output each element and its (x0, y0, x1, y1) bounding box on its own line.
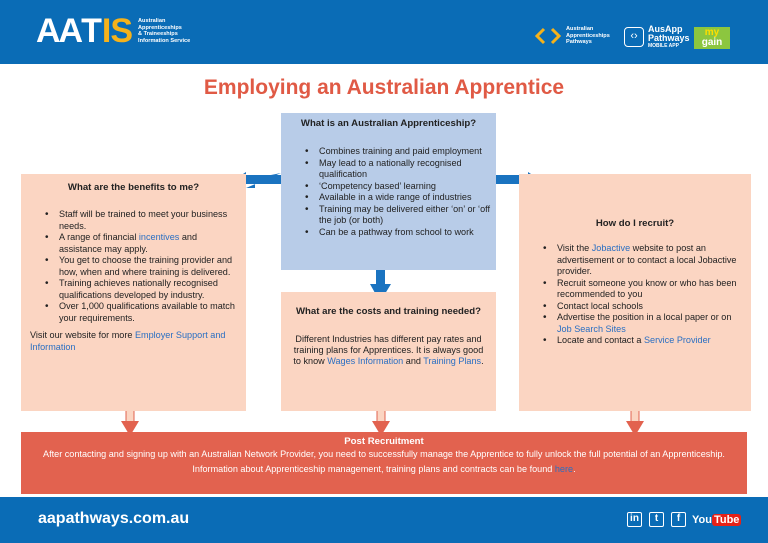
ausapp-line: Pathways (648, 33, 690, 43)
list-item: • Available in a wide range of industries (301, 192, 496, 204)
list-item: • Contact local schools (539, 301, 745, 313)
post-recruitment-box (21, 432, 747, 494)
mygain-top: my (704, 27, 720, 38)
benefits-box (21, 174, 246, 411)
youtube-tube: Tube (713, 514, 740, 526)
costs-text-pre: Different Industries has different pay rates and training plans for Apprentices. It is always good to know (293, 333, 484, 366)
logo-t: T (81, 12, 102, 50)
facebook-icon[interactable]: f (671, 512, 686, 527)
aap-line: Apprenticeships (566, 32, 610, 39)
apprenticeship-box (281, 113, 496, 270)
post-info-text: Information about Apprenticeship management, training plans and contracts can be found (192, 463, 555, 474)
page-title: Employing an Australian Apprentice (203, 76, 565, 99)
logo-sub-line: Apprenticeships (138, 24, 182, 31)
apprenticeship-list (281, 146, 496, 238)
ausapp-small: MOBILE APP (648, 43, 679, 49)
training-plans-link[interactable]: Training Plans (423, 355, 482, 366)
list-item: • Training may be delivered either ‘on’ or ‘off the job (or both) (301, 204, 496, 227)
incentives-link[interactable]: incentives (138, 232, 180, 242)
benefits-heading: What are the benefits to me? (67, 182, 200, 193)
wages-information-link[interactable]: Wages Information (327, 355, 404, 366)
ausapp-chevron-icon: ‹› (624, 27, 644, 47)
linkedin-icon[interactable]: in (627, 512, 642, 527)
list-item: • ‘Competency based’ learning (301, 181, 496, 193)
ausapp-line: AusApp (648, 24, 683, 34)
list-item (539, 335, 745, 347)
service-provider-link[interactable]: Service Provider (643, 335, 711, 345)
list-item: • Recruit someone you know or who has been recommended to you (539, 278, 745, 301)
list-item: • Over 1,000 qualifications available to match your requirements. (41, 301, 240, 324)
logo-sub-line: Australian (138, 18, 166, 24)
post-info-end: . (573, 463, 576, 474)
benefit-text: A range of financial (59, 232, 139, 242)
post-recruitment-heading: Post Recruitment (344, 436, 424, 447)
youtube-icon[interactable] (692, 512, 741, 528)
list-item: • Training achieves nationally recognised qualifications developed by industry. (41, 278, 240, 301)
costs-text-post: . (481, 355, 484, 366)
jobactive-link[interactable]: Jobactive (591, 243, 631, 253)
logo-sub-line: & Traineeships (138, 31, 178, 37)
list-item (539, 243, 745, 278)
job-search-sites-link[interactable]: Job Search Sites (557, 323, 626, 334)
recruit-box (519, 174, 751, 411)
list-item (539, 312, 745, 335)
website-link[interactable]: aapathways.com.au (38, 510, 190, 527)
mygain-bottom: gain (701, 37, 723, 48)
logo-aa: AA (36, 12, 82, 50)
benefits-list (21, 209, 246, 324)
aap-line: Australian (566, 26, 594, 32)
footer-bar (0, 497, 768, 543)
costs-heading: What are the costs and training needed? (296, 306, 481, 317)
recruit-text: Locate and contact a (557, 335, 644, 345)
list-item (41, 232, 240, 255)
recruit-text: Advertise the position in a local paper or on (557, 312, 732, 322)
apprenticeship-heading: What is an Australian Apprenticeship? (300, 118, 477, 129)
costs-text (281, 334, 496, 367)
list-item: • Staff will be trained to meet your business needs. (41, 209, 240, 232)
recruit-text: Visit the (557, 243, 592, 253)
list-item: • May lead to a nationally recognised qualification (301, 158, 496, 181)
visit-text (30, 329, 236, 353)
benefit-text: and assistance may apply. (59, 232, 198, 254)
arrow-left-shaft (246, 175, 281, 184)
employer-support-link[interactable]: Employer Support and Information (30, 330, 226, 352)
costs-box (281, 292, 496, 411)
visit-prefix: Visit our website for more (30, 330, 135, 340)
list-item: • Can be a pathway from school to work (301, 227, 496, 239)
aap-line: Pathways (566, 39, 592, 45)
recruit-list (519, 243, 751, 347)
post-recruitment-info (21, 464, 747, 475)
post-recruitment-text: After contacting and signing up with an Australian Network Provider, you need to successfully manage the Apprentice to fully unlock the full potential of an Apprenticeship. (43, 449, 725, 459)
youtube-you: You (692, 514, 712, 526)
list-item: • You get to choose the training provider and how, when and where training is delivered. (41, 255, 240, 278)
here-link[interactable]: here (554, 463, 574, 474)
twitter-icon[interactable]: t (649, 512, 664, 527)
recruit-heading: How do I recruit? (595, 218, 675, 229)
logo-sub-line: Information Service (138, 37, 191, 44)
costs-text-mid: and (403, 355, 424, 366)
logo-is: IS (101, 12, 133, 50)
arrow-down-shaft (376, 268, 385, 286)
list-item: • Combines training and paid employment (301, 146, 496, 158)
recruit-text: website to post an advertisement or to contact a local Jobactive provider. (557, 243, 737, 276)
